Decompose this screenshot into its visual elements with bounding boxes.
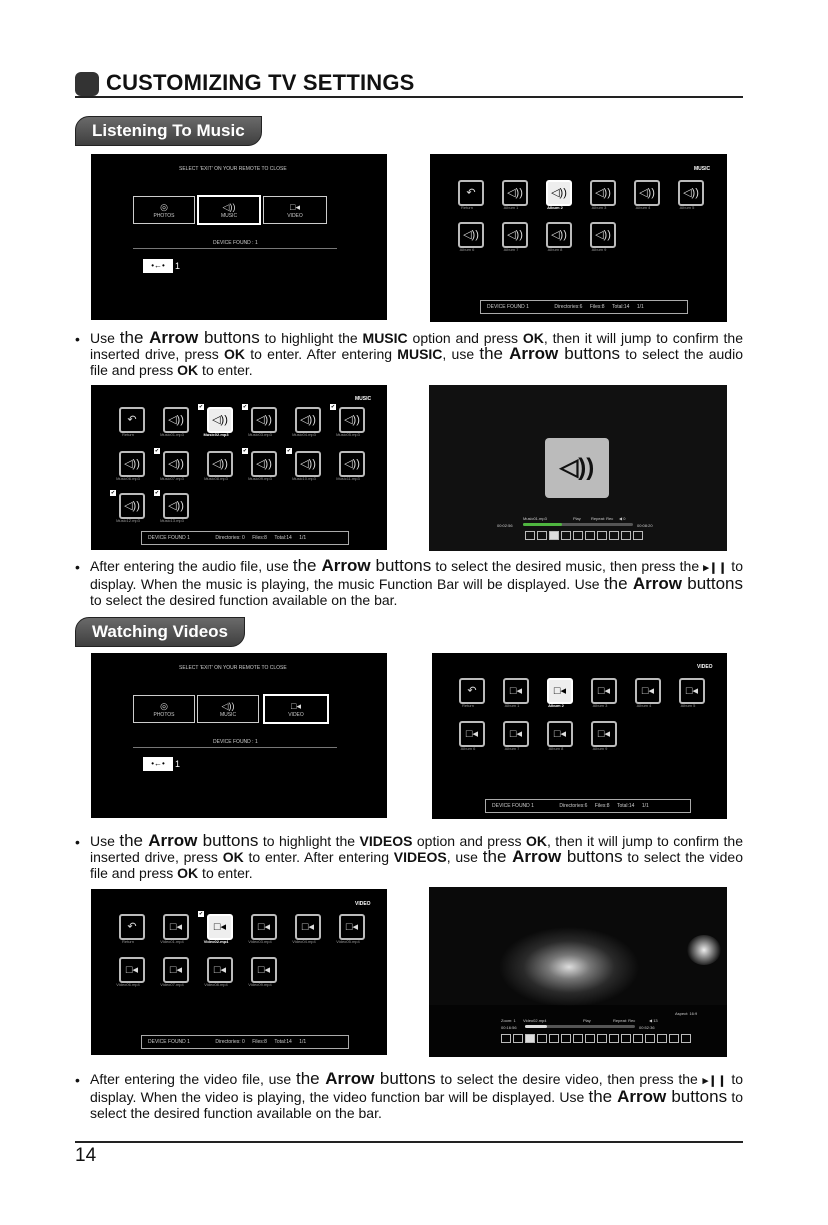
source-option-photos[interactable]: ◎ PHOTOS: [133, 196, 195, 224]
goto-time-icon[interactable]: [645, 1034, 655, 1043]
tile-label: Album 4: [635, 205, 651, 210]
page-number: 14: [75, 1145, 97, 1166]
source-prompt: SELECT 'EXIT' ON YOUR REMOTE TO CLOSE: [179, 665, 287, 671]
browser-heading: VIDEO: [355, 901, 371, 907]
list-icon[interactable]: [669, 1034, 679, 1043]
music-file-icon[interactable]: ◁)): [339, 407, 365, 433]
tile-label: Music10.mp3: [292, 476, 316, 481]
return-icon[interactable]: ↶: [119, 914, 145, 940]
tile-label: Return: [460, 205, 473, 210]
video-album-icon[interactable]: □◂: [635, 678, 661, 704]
check-icon: ✔: [286, 448, 292, 454]
browser-heading: VIDEO: [697, 664, 713, 670]
tile-label: Music02.mp3: [203, 432, 229, 437]
duration-time: 00:52:36: [639, 1025, 655, 1030]
check-icon: ✔: [198, 404, 204, 410]
tile-label: Album 2: [547, 205, 563, 210]
tile-label: Album 7: [503, 247, 519, 252]
tile-label: Album 7: [504, 746, 520, 751]
music-file-icon[interactable]: ◁)): [207, 451, 233, 477]
stop-icon[interactable]: [561, 531, 571, 540]
tile-label: Album 4: [636, 703, 652, 708]
aspect-ratio: Aspect: 16:9: [675, 1011, 698, 1016]
album-icon[interactable]: ◁)): [634, 180, 660, 206]
rewind-icon[interactable]: [537, 531, 547, 540]
progress-fill: [523, 523, 562, 526]
tile-label: Album 2: [548, 703, 564, 708]
video-file-icon[interactable]: □◂: [119, 957, 145, 983]
repeat-mode: Repeat: Rec: [591, 516, 614, 521]
play-mode: Play: [583, 1018, 591, 1023]
galaxy-image: [687, 935, 721, 965]
browser-heading: MUSIC: [694, 166, 711, 172]
footer-rule: [75, 1141, 743, 1143]
header-badge-icon: [75, 72, 99, 96]
video-file-icon[interactable]: □◂: [207, 957, 233, 983]
zoom-icon[interactable]: [621, 1034, 631, 1043]
video-album-icon[interactable]: □◂: [591, 678, 617, 704]
video-file-icon[interactable]: □◂: [295, 914, 321, 940]
elapsed-time: 00:16:56: [501, 1025, 517, 1030]
album-icon[interactable]: ◁)): [502, 222, 528, 248]
forward-icon[interactable]: [573, 531, 583, 540]
tile-label: Music06.mp3: [116, 476, 140, 481]
album-icon[interactable]: ◁)): [590, 222, 616, 248]
tile-label: Album 3: [591, 205, 607, 210]
tile-label: Album 6: [459, 247, 475, 252]
music-file-icon[interactable]: ◁)): [251, 451, 277, 477]
check-icon: ✔: [242, 404, 248, 410]
source-option-music[interactable]: ◁)) MUSIC: [197, 695, 259, 723]
tile-label: Video03.mp4: [248, 939, 272, 944]
camera-icon: ◎: [160, 701, 168, 711]
tile-label: Music04.mp3: [292, 432, 316, 437]
tile-label: Album 1: [503, 205, 519, 210]
info-icon[interactable]: [621, 531, 631, 540]
camera-icon: ◎: [160, 202, 168, 212]
repeat-icon[interactable]: [597, 531, 607, 540]
video-album-icon[interactable]: □◂: [591, 721, 617, 747]
music-file-icon[interactable]: ◁)): [295, 451, 321, 477]
screenshot-video-player: [429, 887, 727, 1057]
check-icon: ✔: [198, 911, 204, 917]
video-camera-icon: □◂: [291, 701, 301, 711]
video-album-icon-selected[interactable]: □◂: [547, 678, 573, 704]
screenshot-video-albums: [432, 653, 727, 819]
zoom-level: Zoom: 1: [501, 1018, 516, 1023]
tile-label: Album 5: [680, 703, 696, 708]
settings-icon[interactable]: [657, 1034, 667, 1043]
tile-label: Album 6: [460, 746, 476, 751]
music-file-icon[interactable]: ◁)): [339, 451, 365, 477]
tile-label: Video09.mp4: [248, 982, 272, 987]
repeat-mode: Repeat: Rec: [613, 1018, 636, 1023]
video-file-icon[interactable]: □◂: [163, 957, 189, 983]
screenshot-music-albums: [430, 154, 727, 322]
next-icon[interactable]: [561, 1034, 571, 1043]
next-icon[interactable]: [585, 531, 595, 540]
music-file-icon[interactable]: ◁)): [163, 407, 189, 433]
paragraph-music-select: Use the Arrow buttons to highlight the MUSIC option and press OK, then it will jump to confirm the inserted drive, press OK to enter. After entering MUSIC, use the Arrow buttons to select the audio file and press OK to enter.: [90, 328, 743, 378]
video-file-icon-selected[interactable]: □◂: [207, 914, 233, 940]
speaker-icon: ◁)): [221, 701, 235, 711]
tile-label: Music09.mp3: [248, 476, 272, 481]
source-option-video[interactable]: □◂ VIDEO: [263, 196, 327, 224]
tile-label: Video05.mp4: [336, 939, 360, 944]
status-bar: DEVICE FOUND 1 Directories:6 Files:8 Total:14 1/1: [480, 300, 688, 314]
stop-icon[interactable]: [537, 1034, 547, 1043]
tile-label: Return: [461, 703, 474, 708]
info-alt-icon[interactable]: [633, 531, 643, 540]
tile-label: Music01.mp3: [160, 432, 184, 437]
music-file-icon-selected[interactable]: ◁)): [207, 407, 233, 433]
return-icon[interactable]: ↶: [119, 407, 145, 433]
tile-label: Music07.mp3: [160, 476, 184, 481]
divider: [133, 248, 337, 249]
speaker-icon: ◁)): [222, 202, 236, 212]
browser-heading: MUSIC: [355, 396, 372, 402]
now-playing-file: Music01.mp3: [523, 516, 547, 521]
tile-label: Album 8: [548, 746, 564, 751]
pause-icon[interactable]: [525, 1034, 535, 1043]
section-heading-listening: Listening To Music: [75, 116, 262, 146]
video-camera-icon: □◂: [290, 202, 300, 212]
bullet-marker: •: [75, 834, 80, 850]
repeat-icon[interactable]: [573, 1034, 583, 1043]
music-file-icon[interactable]: ◁)): [163, 493, 189, 519]
tile-label: Video01.mp4: [160, 939, 184, 944]
check-icon: ✔: [330, 404, 336, 410]
music-file-icon[interactable]: ◁)): [295, 407, 321, 433]
screenshot-video-files: [91, 889, 387, 1055]
check-icon: ✔: [154, 448, 160, 454]
check-icon: ✔: [154, 490, 160, 496]
paragraph-video-play: After entering the video file, use the Arrow buttons to select the desire video, then press the ▸❙❙ to display. When the video is playing, the video function bar will be displayed. Use the Arrow buttons to select the desired function available on the bar.: [90, 1069, 744, 1121]
tile-label: Return: [121, 939, 134, 944]
playlist-icon[interactable]: [585, 1034, 595, 1043]
tile-label: Music08.mp3: [204, 476, 228, 481]
source-option-music[interactable]: ◁)) MUSIC: [197, 195, 261, 225]
screenshot-music-files: [91, 385, 387, 550]
music-file-icon[interactable]: ◁)): [119, 451, 145, 477]
return-icon[interactable]: ↶: [458, 180, 484, 206]
video-album-icon[interactable]: □◂: [679, 678, 705, 704]
play-pause-icon: ▸❙❙: [702, 1075, 727, 1087]
screenshot-source-select-video: [91, 653, 387, 818]
volume-level: ◀ 13: [649, 1018, 658, 1023]
usb-drive-index: 1: [175, 759, 181, 769]
device-found-label: DEVICE FOUND : 1: [213, 739, 258, 745]
audio-track-icon[interactable]: [609, 1034, 619, 1043]
tile-label: Video04.mp4: [292, 939, 316, 944]
tile-label: Music03.mp3: [248, 432, 272, 437]
bullet-marker: •: [75, 559, 80, 575]
tile-label: Music12.mp3: [116, 518, 140, 523]
prev-icon[interactable]: [501, 1034, 511, 1043]
progress-fill: [525, 1025, 547, 1028]
tile-label: Music05.mp3: [336, 432, 360, 437]
status-bar: DEVICE FOUND 1 Directories:6 Files:8 Total:14 1/1: [485, 799, 691, 813]
music-control-bar: [525, 531, 643, 540]
play-mode: Play: [573, 516, 581, 521]
device-found-label: DEVICE FOUND : 1: [213, 240, 258, 246]
return-icon[interactable]: ↶: [459, 678, 485, 704]
tile-label: Album 8: [547, 247, 563, 252]
aspect-icon[interactable]: [633, 1034, 643, 1043]
speaker-icon: ◁)): [545, 438, 609, 498]
source-prompt: SELECT 'EXIT' ON YOUR REMOTE TO CLOSE: [179, 166, 287, 172]
tile-label: Album 3: [592, 703, 608, 708]
usb-drive-index: 1: [175, 261, 181, 271]
tile-label: Album 9: [592, 746, 608, 751]
video-control-bar: [501, 1034, 691, 1043]
tile-label: Return: [121, 432, 134, 437]
prev-icon[interactable]: [525, 531, 535, 540]
usb-drive-icon[interactable]: •←•: [143, 259, 173, 273]
play-pause-icon: ▸❙❙: [703, 562, 728, 574]
divider: [133, 747, 337, 748]
album-icon[interactable]: ◁)): [458, 222, 484, 248]
rewind-icon[interactable]: [513, 1034, 523, 1043]
check-icon: ✔: [242, 448, 248, 454]
tile-label: Music11.mp3: [336, 476, 360, 481]
check-icon: ✔: [110, 490, 116, 496]
video-file-icon[interactable]: □◂: [251, 914, 277, 940]
source-option-video[interactable]: □◂ VIDEO: [263, 694, 329, 724]
video-album-icon[interactable]: □◂: [503, 678, 529, 704]
album-icon-selected[interactable]: ◁)): [546, 180, 572, 206]
section-heading-watching: Watching Videos: [75, 617, 245, 647]
album-icon[interactable]: ◁)): [502, 180, 528, 206]
tile-label: Video07.mp4: [160, 982, 184, 987]
music-file-icon[interactable]: ◁)): [251, 407, 277, 433]
album-icon[interactable]: ◁)): [678, 180, 704, 206]
forward-icon[interactable]: [549, 1034, 559, 1043]
paragraph-music-play: After entering the audio file, use the Arrow buttons to select the desired music, then press the ▸❙❙ to display. When the music is playing, the music Function Bar will be displayed. Use the Arrow buttons to select the desired function available on the bar.: [90, 556, 744, 608]
screenshot-source-select-music: [91, 154, 387, 320]
tile-label: Video06.mp4: [116, 982, 140, 987]
album-icon[interactable]: ◁)): [590, 180, 616, 206]
volume-level: ◀ 0: [619, 516, 626, 521]
usb-drive-icon[interactable]: •←•: [143, 757, 173, 771]
status-bar: DEVICE FOUND 1 Directories: 0 Files:8 Total:14 1/1: [141, 1035, 349, 1049]
tile-label: Video02.mp4: [203, 939, 229, 944]
screenshot-music-player: [429, 385, 727, 551]
info-icon[interactable]: [681, 1034, 691, 1043]
tile-label: Music13.mp3: [160, 518, 184, 523]
status-bar: DEVICE FOUND 1 Directories: 0 Files:8 Total:14 1/1: [141, 531, 349, 545]
tile-label: Album 9: [591, 247, 607, 252]
pause-icon[interactable]: [549, 531, 559, 540]
paragraph-video-select: Use the Arrow buttons to highlight the VIDEOS option and press OK, then it will jump to confirm the inserted drive, press OK to enter. After entering VIDEOS, use the Arrow buttons to select the video file and press OK to enter.: [90, 831, 743, 881]
music-file-icon[interactable]: ◁)): [163, 451, 189, 477]
video-file-icon[interactable]: □◂: [163, 914, 189, 940]
video-file-icon[interactable]: □◂: [339, 914, 365, 940]
tile-label: Video08.mp4: [204, 982, 228, 987]
subtitle-icon[interactable]: [597, 1034, 607, 1043]
bullet-marker: •: [75, 1072, 80, 1088]
album-icon[interactable]: ◁)): [546, 222, 572, 248]
bullet-marker: •: [75, 331, 80, 347]
video-album-icon[interactable]: □◂: [503, 721, 529, 747]
source-option-photos[interactable]: ◎ PHOTOS: [133, 695, 195, 723]
tile-label: Album 5: [679, 205, 695, 210]
tile-label: Album 1: [504, 703, 520, 708]
playlist-icon[interactable]: [609, 531, 619, 540]
video-file-icon[interactable]: □◂: [251, 957, 277, 983]
music-file-icon[interactable]: ◁)): [119, 493, 145, 519]
video-album-icon[interactable]: □◂: [547, 721, 573, 747]
now-playing-file: Video02.mp4: [523, 1018, 547, 1023]
header-rule: [75, 96, 743, 98]
video-album-icon[interactable]: □◂: [459, 721, 485, 747]
page-title: CUSTOMIZING TV SETTINGS: [106, 70, 415, 95]
duration-time: 00:08:20: [637, 523, 653, 528]
elapsed-time: 00:02:56: [497, 523, 513, 528]
